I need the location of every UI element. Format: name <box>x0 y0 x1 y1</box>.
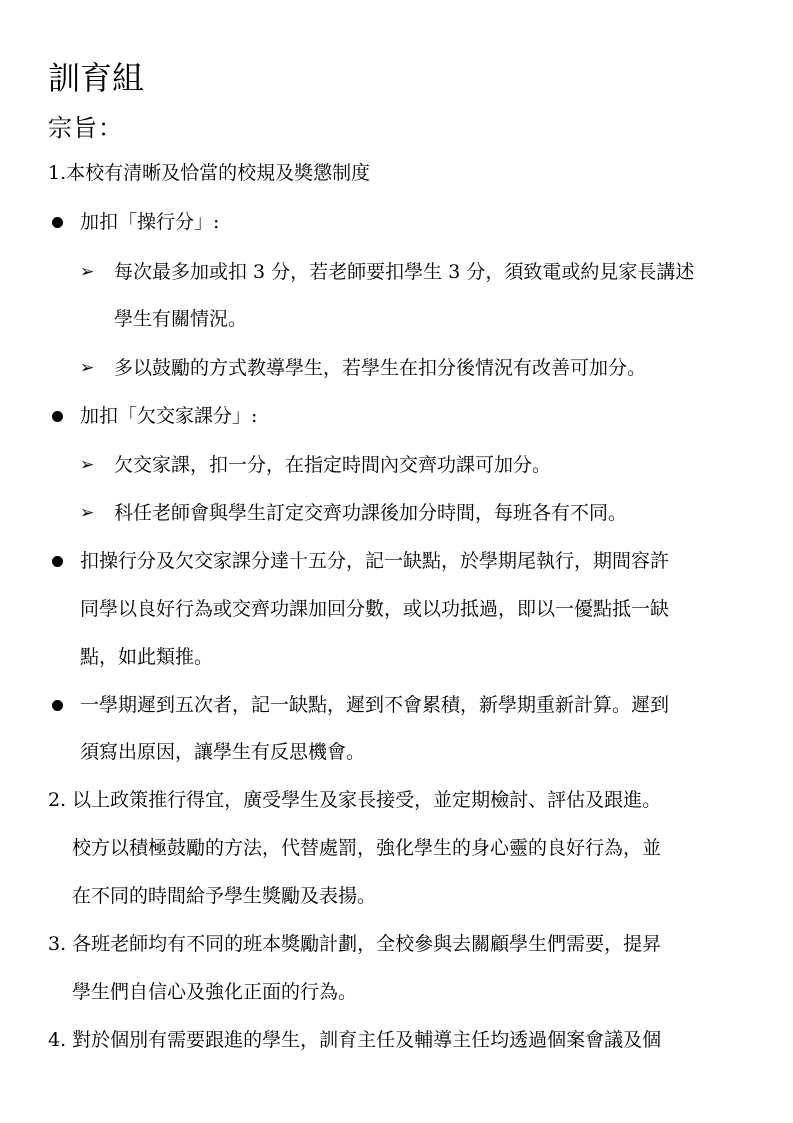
arrow-bullet-icon: ➢ <box>80 503 95 523</box>
item-4-line-1: 4. 對於個別有需要跟進的學生，訓育主任及輔導主任均透過個案會議及個 <box>48 1029 662 1051</box>
bullet-1-sub-1-line-1: 每次最多加或扣 3 分，若老師要扣學生 3 分，須致電或約見家長講述 <box>114 261 695 283</box>
item-3-line-2: 學生們自信心及強化正面的行為。 <box>72 981 358 1003</box>
bullet-2-sub-2: 科任老師會與學生訂定交齊功課後加分時間，每班各有不同。 <box>114 502 628 524</box>
bullet-3-line-2: 同學以良好行為或交齊功課加回分數，或以功抵過，即以一優點抵一缺 <box>80 598 670 620</box>
arrow-bullet-icon: ➢ <box>80 455 95 475</box>
bullet-dot-icon <box>52 411 63 422</box>
bullet-dot-icon <box>52 700 63 711</box>
item-2-line-2: 校方以積極鼓勵的方法，代替處罰，強化學生的身心靈的良好行為，並 <box>72 837 662 859</box>
bullet-1-sub-2: 多以鼓勵的方式教導學生，若學生在扣分後情況有改善可加分。 <box>114 357 647 379</box>
section-subtitle: 宗旨： <box>48 114 123 142</box>
bullet-4-line-2: 須寫出原因，讓學生有反思機會。 <box>80 741 366 763</box>
item-2-line-1: 2. 以上政策推行得宜，廣受學生及家長接受，並定期檢討、評估及跟進。 <box>48 789 662 811</box>
bullet-2-sub-1: 欠交家課，扣一分，在指定時間內交齊功課可加分。 <box>114 454 552 476</box>
bullet-3-line-3: 點，如此類推。 <box>80 646 214 668</box>
bullet-dot-icon <box>52 217 63 228</box>
bullet-1-sub-1-line-2: 學生有關情況。 <box>114 308 248 330</box>
arrow-bullet-icon: ➢ <box>80 262 95 282</box>
bullet-3-line-1: 扣操行分及欠交家課分達十五分，記一缺點，於學期尾執行，期間容許 <box>80 550 670 572</box>
bullet-4-line-1: 一學期遲到五次者，記一缺點，遲到不會累積，新學期重新計算。遲到 <box>80 694 670 716</box>
item-2-line-3: 在不同的時間給予學生獎勵及表揚。 <box>72 885 377 907</box>
page-title: 訓育組 <box>48 59 145 97</box>
bullet-dot-icon <box>52 556 63 567</box>
item-1: 1.本校有清晰及恰當的校規及獎懲制度 <box>48 162 371 184</box>
arrow-bullet-icon: ➢ <box>80 358 95 378</box>
item-3-line-1: 3. 各班老師均有不同的班本獎勵計劃，全校參與去關顧學生們需要，提昇 <box>48 933 662 955</box>
bullet-1-label: 加扣「操行分」: <box>80 211 220 233</box>
bullet-2-label: 加扣「欠交家課分」: <box>80 405 258 427</box>
